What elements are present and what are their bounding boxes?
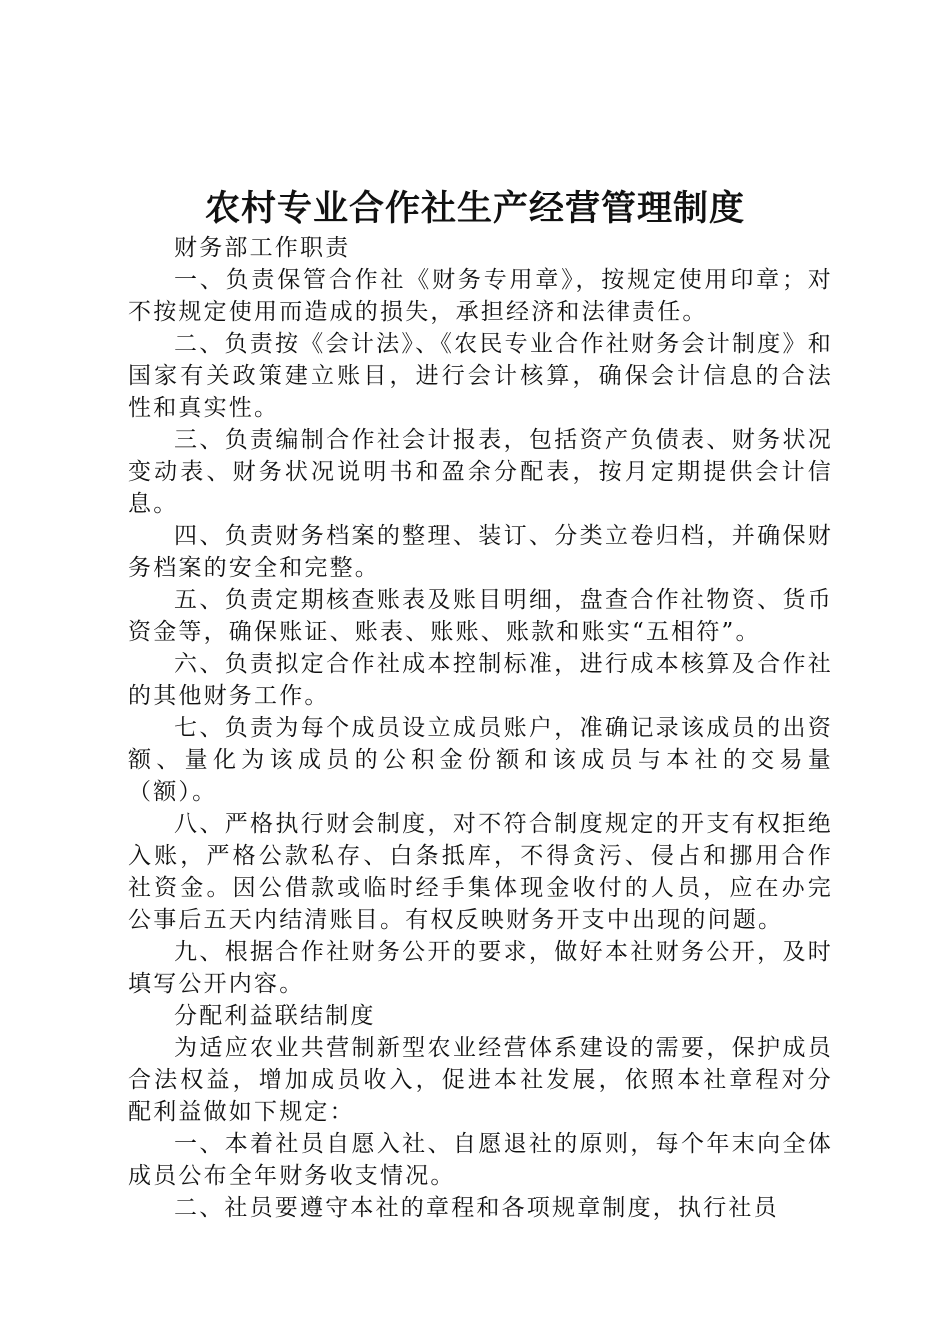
paragraph: 五、负责定期核查账表及账目明细，盘查合作社物资、货币资金等，确保账证、账表、账账、账款和账实“五相符”。 — [128, 587, 833, 645]
paragraph: 一、本着社员自愿入社、自愿退社的原则，每个年末向全体成员公布全年财务收支情况。 — [128, 1131, 833, 1189]
paragraph: 六、负责拟定合作社成本控制标准，进行成本核算及合作社的其他财务工作。 — [128, 651, 833, 709]
paragraph: 三、负责编制合作社会计报表，包括资产负债表、财务状况变动表、财务状况说明书和盈余分配表，按月定期提供会计信息。 — [128, 427, 833, 517]
section-heading-distribution: 分配利益联结制度 — [174, 1003, 376, 1029]
paragraph: 为适应农业共营制新型农业经营体系建设的需要，保护成员合法权益，增加成员收入，促进本社发展，依照本社章程对分配利益做如下规定： — [128, 1035, 833, 1125]
paragraph: 七、负责为每个成员设立成员账户，准确记录该成员的出资额、量化为该成员的公积金份额和该成员与本社的交易量（额）。 — [128, 715, 833, 805]
paragraph: 四、负责财务档案的整理、装订、分类立卷归档，并确保财务档案的安全和完整。 — [128, 523, 833, 581]
paragraph: 八、严格执行财会制度，对不符合制度规定的开支有权拒绝入账，严格公款私存、白条抵库，不得贪污、侵占和挪用合作社资金。因公借款或临时经手集体现金收付的人员，应在办完公事后五天内结清账目。有权反映财务开支中出现的问题。 — [128, 811, 833, 933]
document-body — [128, 232, 833, 1224]
paragraph: 二、社员要遵守本社的章程和各项规章制度，执行社员 — [174, 1195, 779, 1221]
paragraph: 九、根据合作社财务公开的要求，做好本社财务公开，及时填写公开内容。 — [128, 939, 833, 997]
paragraph: 一、负责保管合作社《财务专用章》，按规定使用印章；对不按规定使用而造成的损失，承担经济和法律责任。 — [128, 267, 833, 325]
document-title: 农村专业合作社生产经营管理制度 — [204, 189, 745, 229]
paragraph: 二、负责按《会计法》、《农民专业合作社财务会计制度》和国家有关政策建立账目，进行会计核算，确保会计信息的合法性和真实性。 — [128, 331, 833, 421]
section-heading-finance: 财务部工作职责 — [174, 235, 351, 261]
